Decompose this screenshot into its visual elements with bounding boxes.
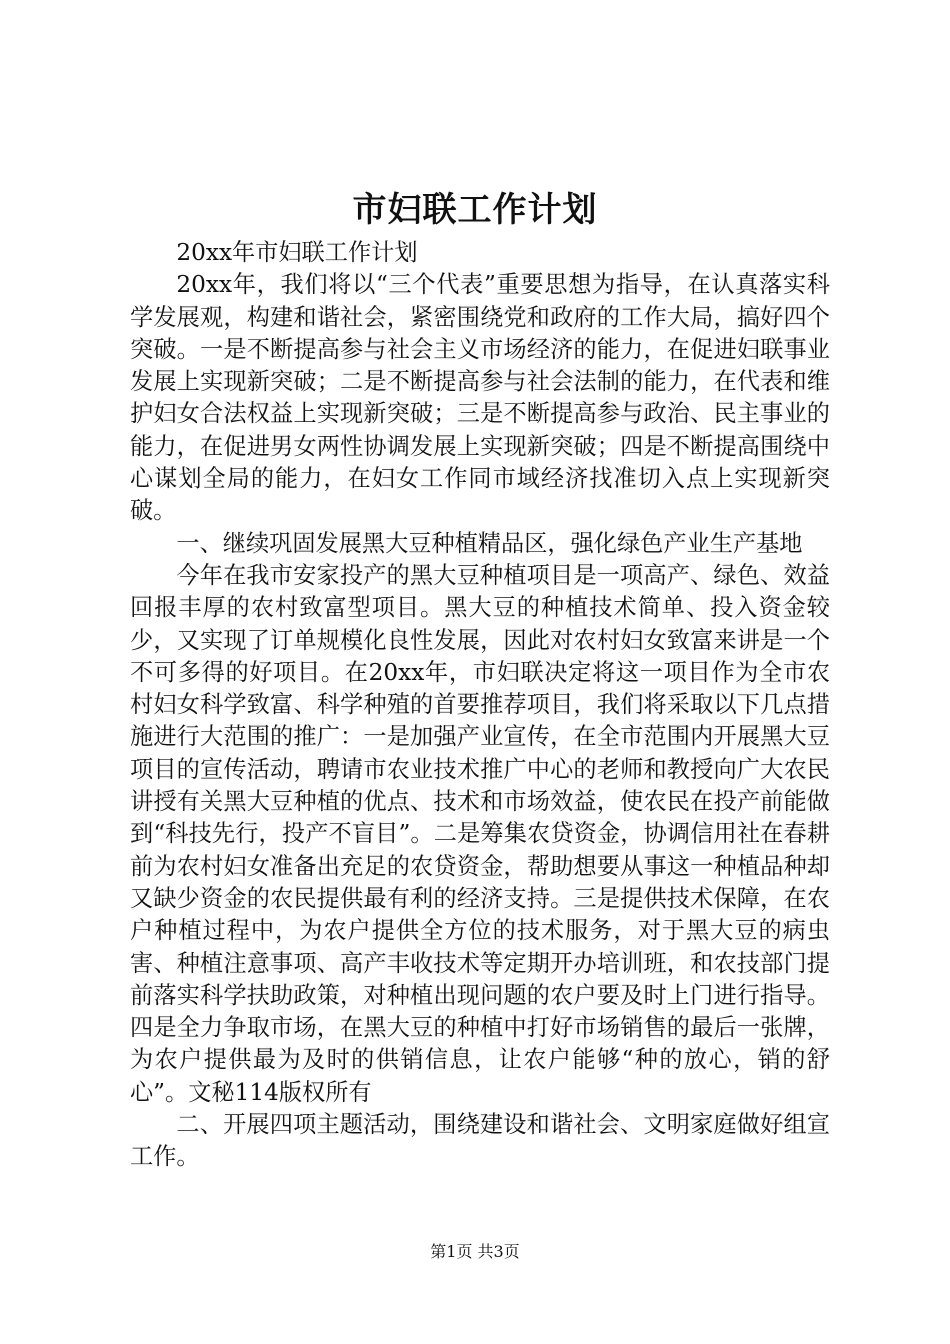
paragraph-section-2-heading: 二、开展四项主题活动，围绕建设和谐社会、文明家庭做好组宣工作。 xyxy=(130,1111,830,1171)
page-footer: 第1页 共3页 xyxy=(430,1242,520,1261)
paragraph-section-1-heading: 一、继续巩固发展黑大豆种植精品区，强化绿色产业生产基地 xyxy=(176,529,803,557)
document-title: 市妇联工作计划 xyxy=(352,190,598,230)
paragraph-subtitle: 20xx年市妇联工作计划 xyxy=(176,239,418,266)
document-body xyxy=(130,237,830,1174)
paragraph-intro: 20xx年，我们将以“三个代表”重要思想为指导，在认真落实科学发展观，构建和谐社会，紧密围绕党和政府的工作大局，搞好四个突破。一是不断提高参与社会主义市场经济的能力，在促进妇联事业发展上实现新突破；二是不断提高参与社会法制的能力，在代表和维护妇女合法权益上实现新突破；三是不断提高参与政治、民主事业的能力，在促进男女两性协调发展上实现新突破；四是不断提高围绕中心谋划全局的能力，在妇女工作同市域经济找准切入点上实现新突破。 xyxy=(130,271,830,525)
paragraph-section-1-body: 今年在我市安家投产的黑大豆种植项目是一项高产、绿色、效益回报丰厚的农村致富型项目。黑大豆的种植技术简单、投入资金较少，又实现了订单规模化良性发展，因此对农村妇女致富来讲是一个不可多得的好项目。在20xx年，市妇联决定将这一项目作为全市农村妇女科学致富、科学种殖的首要推荐项目，我们将采取以下几点措施进行大范围的推广：一是加强产业宣传，在全市范围内开展黑大豆项目的宣传活动，聘请市农业技术推广中心的老师和教授向广大农民讲授有关黑大豆种植的优点、技术和市场效益，使农民在投产前能做到“科技先行，投产不盲目”。二是筹集农贷资金，协调信用社在春耕前为农村妇女准备出充足的农贷资金，帮助想要从事这一种植品种却又缺少资金的农民提供最有利的经济支持。三是提供技术保障，在农户种植过程中，为农户提供全方位的技术服务，对于黑大豆的病虫害、种植注意事项、高产丰收技术等定期开办培训班，和农技部门提前落实科学扶助政策，对种植出现问题的农户要及时上门进行指导。四是全力争取市场，在黑大豆的种植中打好市场销售的最后一张牌，为农户提供最为及时的供销信息，让农户能够“种的放心，销的舒心”。文秘114版权所有 xyxy=(130,561,830,1106)
